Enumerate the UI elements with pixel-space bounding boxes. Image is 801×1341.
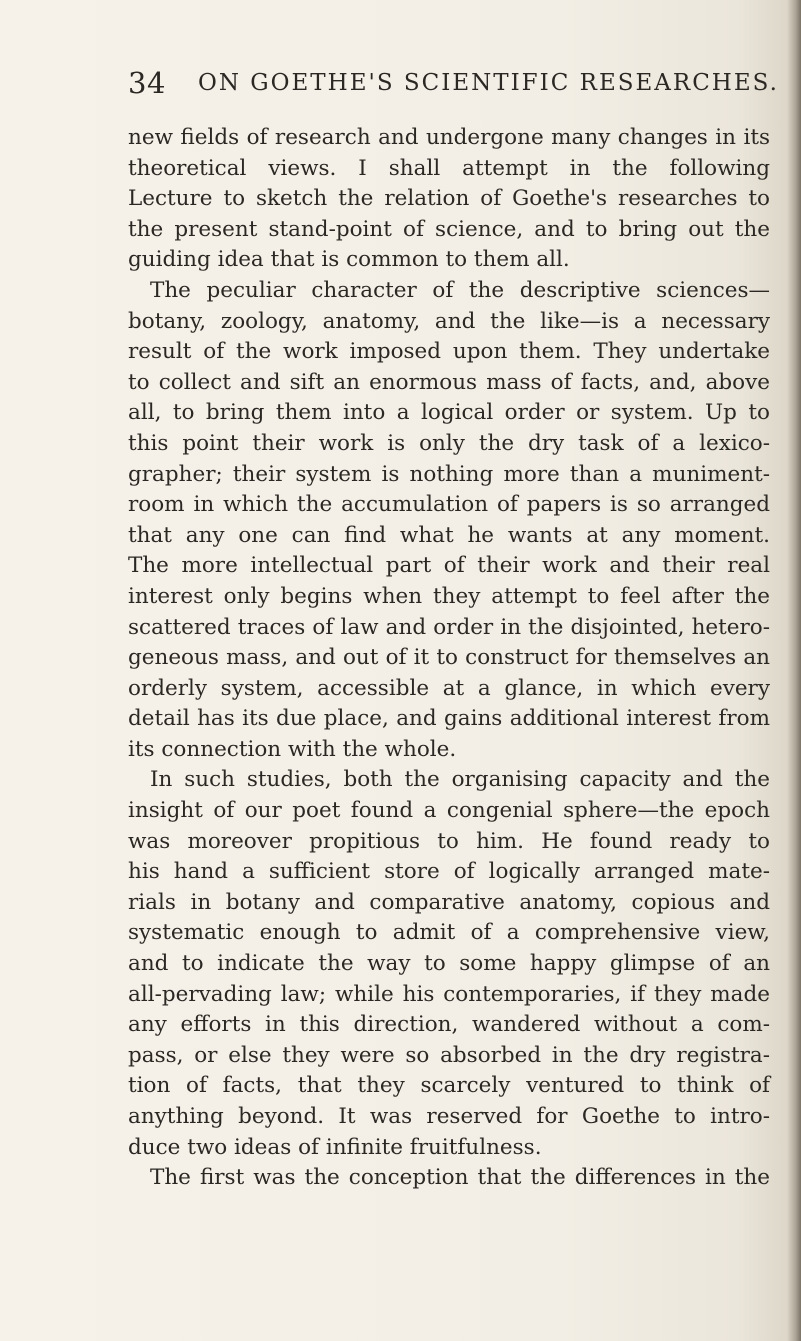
body-text [128, 123, 770, 1194]
text-line: result of the work imposed upon them. They undertake [128, 339, 770, 365]
page-edge-shadow [787, 0, 801, 1341]
text-line: anything beyond. It was reserved for Goethe to intro- [128, 1104, 770, 1129]
text-line: any efforts in this direction, wandered without a com- [128, 1012, 770, 1038]
text-line: interest only begins when they attempt to feel after the [128, 583, 770, 609]
text-line: orderly system, accessible at a glance, in which every [128, 675, 770, 701]
text-line: to collect and sift an enormous mass of facts, and, above [128, 369, 770, 395]
text-line: all-pervading law; while his contemporaries, if they made [128, 981, 770, 1007]
text-line: pass, or else they were so absorbed in the dry registra- [128, 1042, 770, 1068]
text-line: this point their work is only the dry task of a lexico- [128, 430, 770, 456]
text-line: all, to bring them into a logical order or system. Up to [128, 400, 770, 426]
text-line: duce two ideas of infinite fruitfulness. [128, 1134, 542, 1160]
text-line: new fields of research and undergone many changes in its [128, 125, 770, 150]
text-line: and to indicate the way to some happy glimpse of an [128, 951, 770, 977]
text-line: geneous mass, and out of it to construct for themselves an [128, 645, 770, 671]
text-line: that any one can find what he wants at any moment. [128, 522, 770, 548]
text-line: Lecture to sketch the relation of Goethe's researches to [128, 186, 770, 212]
paragraph-start-line: In such studies, both the organising capacity and the [150, 767, 770, 793]
text-line: room in which the accumulation of papers is so arranged [128, 492, 770, 518]
text-line: was moreover propitious to him. He found ready to [128, 828, 770, 854]
text-line: grapher; their system is nothing more than a muniment- [128, 461, 770, 487]
text-line: botany, zoology, anatomy, and the like—is a necessary [128, 308, 770, 334]
text-line: his hand a sufficient store of logically arranged mate- [128, 859, 770, 885]
text-line: its connection with the whole. [128, 736, 457, 762]
page-number: 34 [128, 66, 166, 100]
text-line: rials in botany and comparative anatomy, copious and [128, 889, 770, 915]
text-line: guiding idea that is common to them all. [128, 247, 570, 273]
text-line: tion of facts, that they scarcely ventured to think of [128, 1073, 770, 1099]
text-line: insight of our poet found a congenial sphere—the epoch [128, 798, 770, 824]
paragraph-start-line: The first was the conception that the differences in the [150, 1165, 770, 1191]
running-title: ON GOETHE'S SCIENTIFIC RESEARCHES. [198, 70, 779, 96]
paragraph-start-line: The peculiar character of the descriptive sciences— [150, 277, 770, 303]
page-header [128, 66, 779, 106]
text-line: the present stand-point of science, and to bring out the [128, 216, 770, 242]
text-line: detail has its due place, and gains additional interest from [128, 706, 770, 732]
text-line: The more intellectual part of their work and their real [128, 553, 770, 579]
text-line: systematic enough to admit of a comprehensive view, [128, 920, 770, 946]
text-line: theoretical views. I shall attempt in the following [128, 155, 770, 181]
text-line: scattered traces of law and order in the disjointed, hetero- [128, 614, 770, 640]
